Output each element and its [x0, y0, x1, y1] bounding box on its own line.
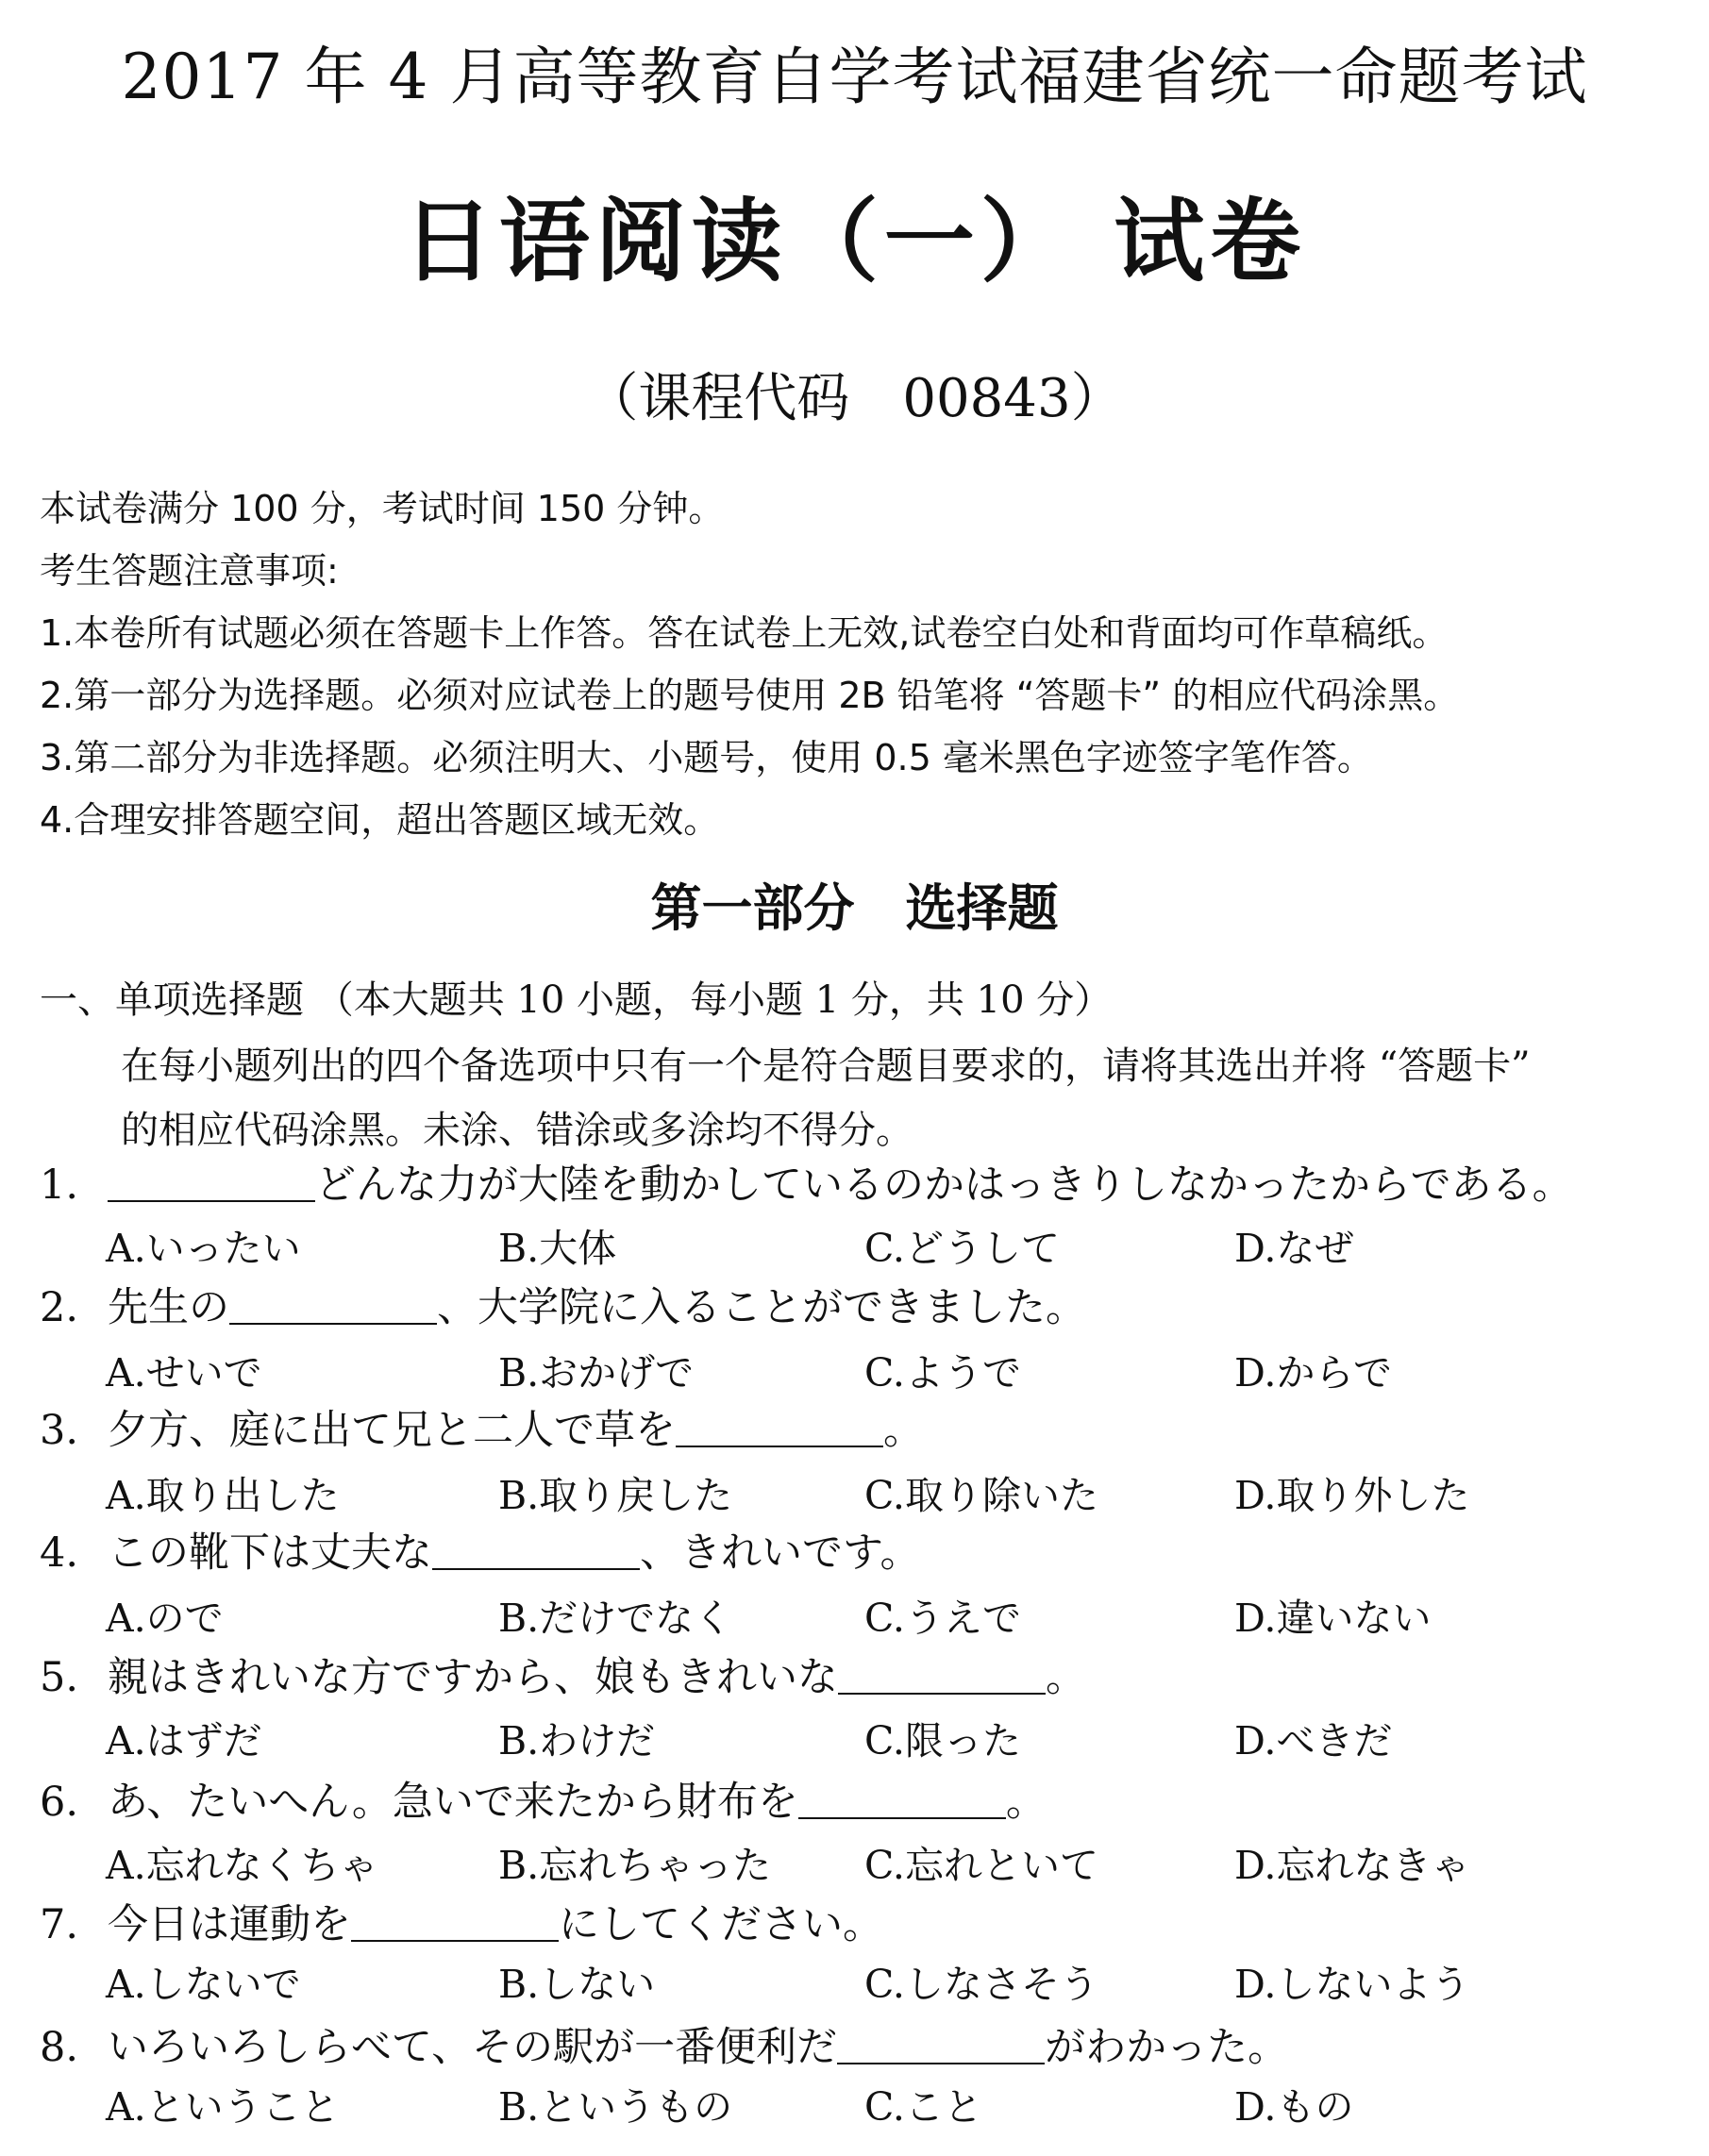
question-1 — [40, 1153, 1573, 1211]
question-text-post: 。 — [1005, 1779, 1047, 1826]
option-d: D.違いない — [1234, 1596, 1432, 1641]
option-c: C.取り除いた — [864, 1473, 1098, 1518]
question-text-post: 。 — [883, 1407, 924, 1454]
option-a: A.はずだ — [106, 1718, 262, 1763]
option-a: A.ということ — [106, 2084, 340, 2130]
option-a: A.忘れなくちゃ — [106, 1843, 378, 1888]
part-one-title: 第一部分 选择题 — [650, 878, 1059, 938]
options-row — [106, 1953, 1578, 2006]
option-b: B.だけでなく — [498, 1596, 733, 1641]
options-row — [106, 1464, 1578, 1517]
question-number: 3. — [40, 1407, 79, 1454]
option-c: C.うえで — [864, 1596, 1021, 1641]
options-row — [106, 1587, 1578, 1640]
question-5 — [40, 1646, 1086, 1703]
question-text-pre: いろいろしらべて、その駅が一番便利だ — [108, 2024, 838, 2071]
option-b: B.忘れちゃった — [498, 1843, 772, 1888]
exam-header-line: 2017 年 4 月高等教育自学考试福建省统一命题考试 — [121, 41, 1588, 113]
question-8 — [40, 2015, 1288, 2073]
section-heading: 一、单项选择题 （本大题共 10 小题，每小题 1 分，共 10 分） — [40, 978, 1113, 1022]
answer-blank — [432, 1530, 640, 1570]
answer-blank — [351, 1902, 559, 1942]
note-item: 2.第一部分为选择题。必须对应试卷上的题号使用 2B 铅笔将 “答题卡” 的相应代码涂黑。 — [40, 675, 1460, 716]
question-text-post: 、きれいです。 — [640, 1529, 921, 1577]
answer-blank — [676, 1408, 883, 1447]
paper-title: 日语阅读（一） 试卷 — [402, 188, 1307, 294]
option-c: C.こと — [864, 2084, 982, 2130]
question-text-post: 。 — [1046, 1654, 1086, 1701]
answer-blank — [108, 1162, 315, 1202]
options-row — [106, 1834, 1578, 1887]
option-b: B.というもの — [498, 2084, 733, 2130]
option-a: A.せいで — [106, 1350, 262, 1396]
question-text-pre: この靴下は丈夫な — [108, 1529, 432, 1577]
question-text-pre: 親はきれいな方ですから、娘もきれいな — [108, 1654, 838, 1701]
question-6 — [40, 1770, 1047, 1828]
option-b: B.わけだ — [498, 1718, 656, 1763]
option-d: D.なぜ — [1234, 1226, 1354, 1271]
question-number: 2. — [40, 1284, 79, 1331]
question-text-post: どんな力が大陸を動かしているのかはっきりしなかったからである。 — [315, 1162, 1573, 1209]
option-b: B.おかげで — [498, 1350, 695, 1396]
options-row — [106, 1710, 1578, 1763]
question-text-pre: 夕方、庭に出て兄と二人で草を — [108, 1407, 676, 1454]
option-a: A.ので — [106, 1596, 224, 1641]
option-c: C.しなさそう — [864, 1962, 1098, 2007]
question-number: 1. — [40, 1162, 79, 1209]
note-item: 3.第二部分为非选择题。必须注明大、小题号，使用 0.5 毫米黑色字迹签字笔作答。 — [40, 737, 1373, 778]
options-row — [106, 2076, 1578, 2129]
question-4 — [40, 1521, 921, 1579]
option-b: B.しない — [498, 1962, 656, 2007]
option-c: C.ようで — [864, 1350, 1021, 1396]
note-item: 1.本卷所有试题必须在答题卡上作答。答在试卷上无效,试卷空白处和背面均可作草稿纸。 — [40, 612, 1449, 654]
option-b: B.取り戻した — [498, 1473, 733, 1518]
note-item: 4.合理安排答题空间，超出答题区域无效。 — [40, 799, 720, 841]
option-a: A.しないで — [106, 1962, 301, 2007]
course-code: （课程代码 00843） — [585, 368, 1124, 429]
option-d: D.取り外した — [1234, 1473, 1470, 1518]
question-number: 7. — [40, 1901, 79, 1948]
answer-blank — [838, 1655, 1046, 1695]
question-text-post: にしてください。 — [559, 1901, 883, 1948]
question-number: 5. — [40, 1654, 79, 1701]
option-a: A.いったい — [106, 1226, 301, 1271]
option-d: D.からで — [1234, 1350, 1393, 1396]
notes-title: 考生答题注意事项: — [40, 550, 339, 592]
options-row — [106, 1217, 1578, 1270]
option-c: C.限った — [864, 1718, 1021, 1763]
question-2 — [40, 1276, 1086, 1333]
option-c: C.忘れといて — [864, 1843, 1098, 1888]
question-number: 4. — [40, 1529, 79, 1577]
question-text-pre: 先生の — [108, 1284, 229, 1331]
question-text-pre: 今日は運動を — [108, 1901, 351, 1948]
options-row — [106, 1342, 1578, 1395]
question-number: 6. — [40, 1779, 79, 1826]
score-time-note: 本试卷满分 100 分，考试时间 150 分钟。 — [40, 488, 725, 529]
option-d: D.べきだ — [1234, 1718, 1393, 1763]
answer-blank — [229, 1285, 437, 1325]
option-d: D.忘れなきゃ — [1234, 1843, 1470, 1888]
option-d: D.しないよう — [1234, 1962, 1470, 2007]
answer-blank — [837, 2025, 1045, 2064]
question-text-post: がわかった。 — [1045, 2024, 1289, 2071]
question-number: 8. — [40, 2024, 79, 2071]
question-text-post: 、大学院に入ることができました。 — [437, 1284, 1086, 1331]
question-7 — [40, 1893, 883, 1950]
option-c: C.どうして — [864, 1226, 1060, 1271]
question-3 — [40, 1398, 924, 1456]
option-d: D.もの — [1234, 2084, 1354, 2130]
section-instruction-line: 的相应代码涂黑。未涂、错涂或多涂均不得分。 — [121, 1109, 913, 1152]
answer-blank — [798, 1780, 1006, 1819]
section-instruction-line: 在每小题列出的四个备选项中只有一个是符合题目要求的，请将其选出并将 “答题卡” — [121, 1045, 1531, 1088]
question-text-pre: あ、たいへん。急いで来たから財布を — [108, 1779, 798, 1826]
option-a: A.取り出した — [106, 1473, 340, 1518]
option-b: B.大体 — [498, 1226, 617, 1271]
